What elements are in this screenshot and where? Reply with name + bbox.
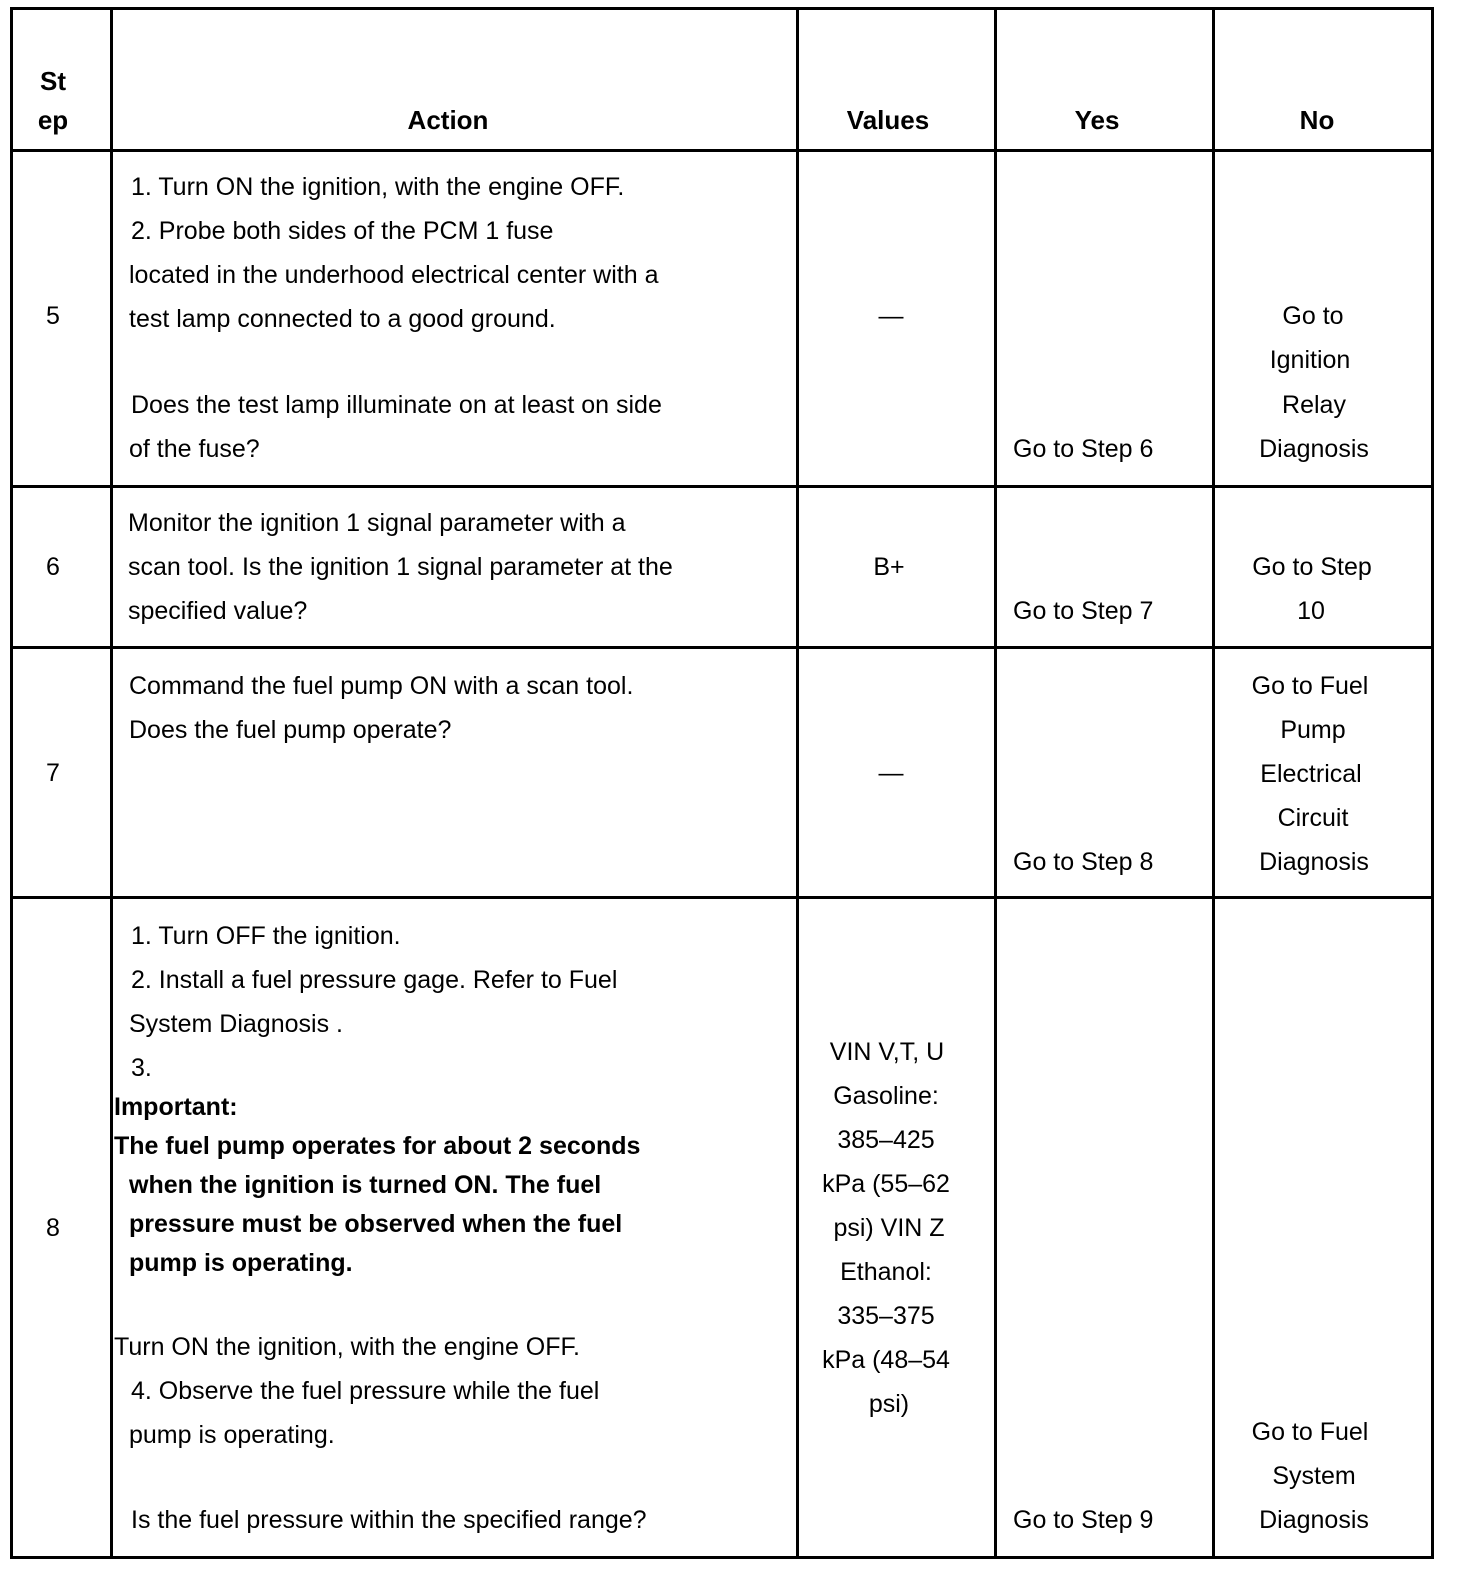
row-divider bbox=[10, 896, 1434, 899]
action-text: 4. Observe the fuel pressure while the fuel bbox=[131, 1377, 600, 1405]
yes-text: Go to Step 8 bbox=[1013, 848, 1154, 876]
no-text: Go to Fuel bbox=[1251, 1418, 1369, 1446]
no-text: Ignition bbox=[1269, 346, 1351, 374]
important-label: Important: bbox=[114, 1093, 238, 1121]
table-border-right bbox=[1431, 7, 1434, 1559]
row-divider bbox=[10, 646, 1434, 649]
no-text: Diagnosis bbox=[1259, 435, 1369, 463]
value-text: — bbox=[878, 302, 904, 330]
header-step-line1: St bbox=[40, 66, 66, 96]
no-text: Pump bbox=[1280, 716, 1346, 744]
row-divider bbox=[10, 485, 1434, 488]
table-border-bottom bbox=[10, 1556, 1434, 1559]
no-text: 10 bbox=[1297, 597, 1325, 625]
header-no: No bbox=[1299, 105, 1335, 135]
value-text: B+ bbox=[873, 553, 905, 581]
action-text: test lamp connected to a good ground. bbox=[129, 305, 556, 333]
value-text: psi) VIN Z bbox=[833, 1214, 945, 1242]
action-text: Does the fuel pump operate? bbox=[129, 716, 452, 744]
no-text: Diagnosis bbox=[1259, 848, 1369, 876]
no-text: Go to bbox=[1282, 302, 1344, 330]
action-text: located in the underhood electrical center with a bbox=[129, 261, 659, 289]
column-divider bbox=[994, 7, 997, 1559]
column-divider bbox=[110, 7, 113, 1559]
no-text: Go to Fuel bbox=[1251, 672, 1369, 700]
action-text: 1. Turn ON the ignition, with the engine OFF. bbox=[131, 173, 625, 201]
table-border-left bbox=[10, 7, 13, 1559]
value-text: Ethanol: bbox=[840, 1258, 932, 1286]
diagnostic-table bbox=[10, 7, 1434, 1559]
action-text: pump is operating. bbox=[129, 1421, 335, 1449]
header-step-line2: ep bbox=[37, 105, 69, 135]
step-number: 8 bbox=[46, 1214, 60, 1242]
no-text: Electrical bbox=[1260, 760, 1362, 788]
yes-text: Go to Step 6 bbox=[1013, 435, 1154, 463]
important-text: when the ignition is turned ON. The fuel bbox=[129, 1171, 602, 1199]
no-text: Diagnosis bbox=[1259, 1506, 1369, 1534]
action-text: System Diagnosis . bbox=[129, 1010, 343, 1038]
no-text: Go to Step bbox=[1252, 553, 1372, 581]
header-yes: Yes bbox=[1074, 105, 1120, 135]
table-border-top bbox=[10, 7, 1434, 10]
value-text: psi) bbox=[868, 1390, 910, 1418]
yes-text: Go to Step 9 bbox=[1013, 1506, 1154, 1534]
column-divider bbox=[1212, 7, 1215, 1559]
value-text: — bbox=[878, 759, 904, 787]
value-text: kPa (55–62 bbox=[822, 1170, 950, 1198]
value-text: VIN V,T, U bbox=[829, 1038, 945, 1066]
value-text: Gasoline: bbox=[833, 1082, 939, 1110]
value-text: 385–425 bbox=[837, 1126, 935, 1154]
value-text: 335–375 bbox=[837, 1302, 935, 1330]
important-text: The fuel pump operates for about 2 seconds bbox=[114, 1132, 641, 1160]
header-values: Values bbox=[846, 105, 930, 135]
action-text: 1. Turn OFF the ignition. bbox=[131, 922, 401, 950]
yes-text: Go to Step 7 bbox=[1013, 597, 1154, 625]
action-text: Monitor the ignition 1 signal parameter with a bbox=[128, 509, 626, 537]
step-number: 5 bbox=[46, 302, 60, 330]
no-text: System bbox=[1272, 1462, 1356, 1490]
action-text: 2. Install a fuel pressure gage. Refer to Fuel bbox=[131, 966, 618, 994]
important-text: pump is operating. bbox=[129, 1249, 353, 1277]
action-text: specified value? bbox=[128, 597, 308, 625]
value-text: kPa (48–54 bbox=[822, 1346, 950, 1374]
important-text: pressure must be observed when the fuel bbox=[129, 1210, 623, 1238]
step-number: 6 bbox=[46, 553, 60, 581]
action-text: 3. bbox=[131, 1054, 152, 1082]
no-text: Relay bbox=[1282, 391, 1346, 419]
step-number: 7 bbox=[46, 759, 60, 787]
column-divider bbox=[796, 7, 799, 1559]
action-text: scan tool. Is the ignition 1 signal parameter at the bbox=[128, 553, 673, 581]
row-divider bbox=[10, 149, 1434, 152]
action-question: Is the fuel pressure within the specified range? bbox=[131, 1506, 647, 1534]
action-text: Turn ON the ignition, with the engine OFF. bbox=[114, 1333, 580, 1361]
action-text: Command the fuel pump ON with a scan tool. bbox=[129, 672, 634, 700]
header-action: Action bbox=[407, 105, 489, 135]
action-question: of the fuse? bbox=[129, 435, 260, 463]
no-text: Circuit bbox=[1277, 804, 1349, 832]
action-question: Does the test lamp illuminate on at least on side bbox=[131, 391, 662, 419]
action-text: 2. Probe both sides of the PCM 1 fuse bbox=[131, 217, 554, 245]
